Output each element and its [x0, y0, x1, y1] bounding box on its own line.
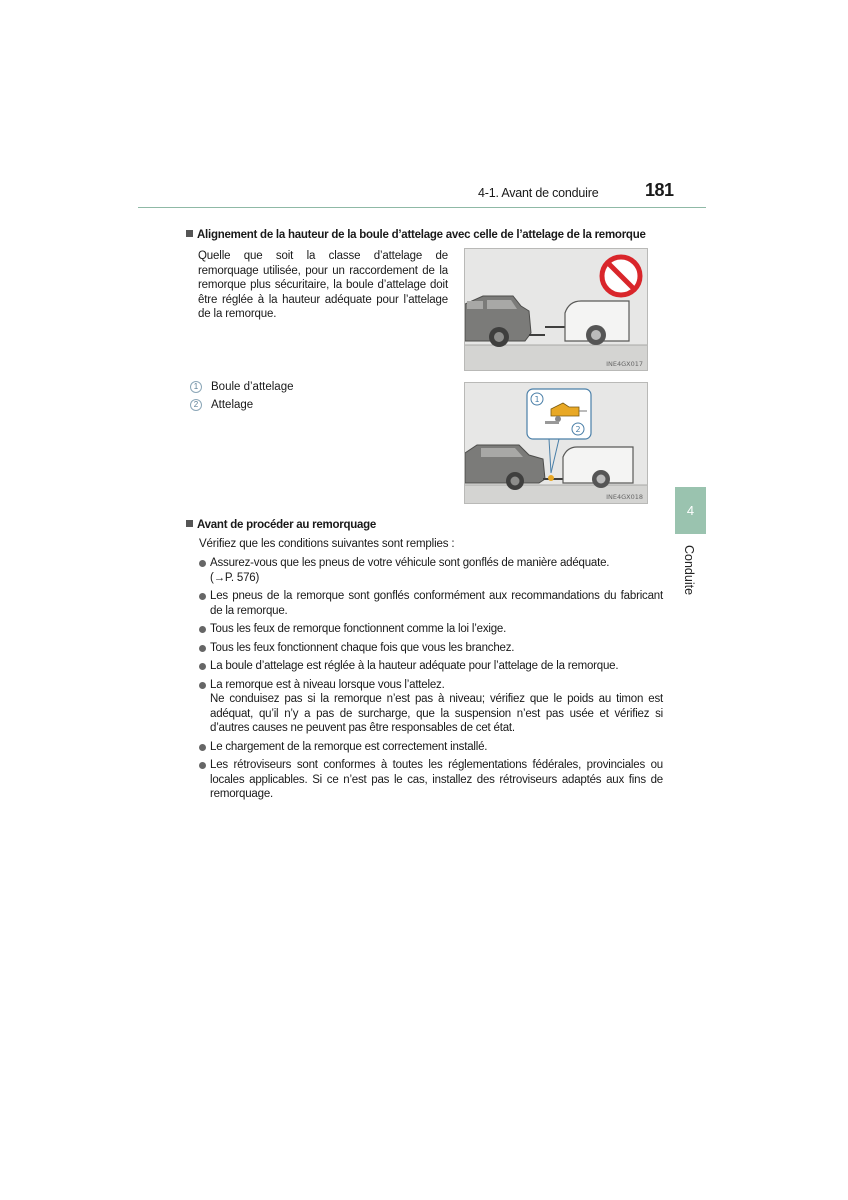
bullet-dot-icon: [199, 560, 206, 567]
list-item: La boule d’attelage est réglée à la hauteur adéquate pour l’attelage de la remorque.: [199, 659, 663, 674]
figure-2-illustration: [465, 383, 647, 503]
section-heading-text: Avant de procéder au remorquage: [197, 519, 377, 531]
list-item: Tous les feux de remorque fonctionnent comme la loi l’exige.: [199, 622, 663, 637]
bullet-dot-icon: [199, 626, 206, 633]
list-item: Le chargement de la remorque est correctement installé.: [199, 740, 663, 755]
list-item: Assurez-vous que les pneus de votre véhicule sont gonflés de manière adéquate. (→P. 576): [199, 556, 663, 585]
bullet-dot-icon: [199, 645, 206, 652]
figure-callout-2: 2: [575, 425, 581, 434]
checklist-intro: Vérifiez que les conditions suivantes sont remplies :: [199, 538, 455, 550]
legend-item-2: [190, 399, 253, 411]
list-item: La remorque est à niveau lorsque vous l’attelez. Ne conduisez pas si la remorque n’est pas à niveau; vérifiez que le poids au timon est adéquat, qu’il n’y a pas de surcharge, que la suspension n’est pas usée et vérifiez si d’autres causes ne peuvent pas être responsables de cet état.: [199, 678, 663, 736]
callout-number-1: 1: [190, 381, 202, 393]
section-heading-text: Alignement de la hauteur de la boule d’attelage avec celle de l’attelage de la remorque: [197, 229, 646, 241]
chapter-label: Conduite: [682, 545, 696, 596]
figure-no-misaligned-hitch: [464, 248, 648, 371]
square-bullet-icon: [186, 520, 193, 527]
bullet-dot-icon: [199, 762, 206, 769]
list-item: Tous les feux fonctionnent chaque fois que vous les branchez.: [199, 641, 663, 656]
list-item: Les rétroviseurs sont conformes à toutes les réglementations fédérales, provinciales ou locales applicables. Si ce n’est pas le cas, installez des rétroviseurs adaptés aux fins de remorquage.: [199, 758, 663, 802]
running-header-section: 4-1. Avant de conduire: [478, 186, 599, 200]
header-rule: [138, 207, 706, 208]
section-heading-alignment: [186, 229, 646, 241]
chapter-number: 4: [686, 503, 695, 518]
figure-callout-1: 1: [534, 395, 540, 404]
bullet-dot-icon: [199, 663, 206, 670]
chapter-tab: [675, 487, 706, 534]
section-heading-before-towing: [186, 519, 376, 531]
alignment-paragraph: Quelle que soit la classe d’attelage de remorquage utilisée, pour un raccordement de la remorque plus sécuritaire, la boule d’attelage doit être réglée à la hauteur adéquate pour l’attelage de la remorque.: [198, 250, 448, 320]
legend-label-1: Boule d’attelage: [211, 381, 294, 393]
towing-checklist: [199, 556, 663, 806]
square-bullet-icon: [186, 230, 193, 237]
callout-number-2: 2: [190, 399, 202, 411]
list-item: Les pneus de la remorque sont gonflés conformément aux recommandations du fabricant de la remorque.: [199, 589, 663, 618]
legend-item-1: [190, 381, 293, 393]
figure-1-code: INE4GX017: [606, 360, 643, 368]
figure-hitch-ball-coupler: [464, 382, 648, 504]
page-number: 181: [645, 180, 674, 200]
bullet-dot-icon: [199, 593, 206, 600]
legend-label-2: Attelage: [211, 399, 254, 411]
bullet-dot-icon: [199, 744, 206, 751]
bullet-dot-icon: [199, 682, 206, 689]
figure-2-code: INE4GX018: [606, 493, 643, 501]
figure-1-illustration: [465, 249, 647, 370]
